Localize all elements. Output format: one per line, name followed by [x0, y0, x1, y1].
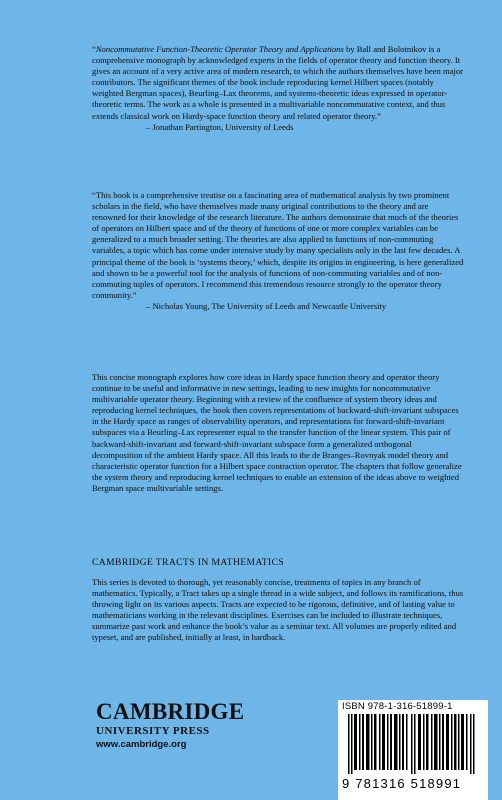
review-1-text: by Ball and Bolotnikov is a comprehensive monograph by acknowledged experts in the fields of operator theory and function theory. It gives an account of a very active area of modern research, to which the authors themselves have been major contributors. The significant themes of the book include reproducing kernel Hilbert spaces (notably weighted Bergman spaces), Beurling–Lax theorems, and systems-theoretic ideas expressed in operator-theoretic terms. The work as a whole is presented in a multivariable noncommutative context, and thus extends classical work on Hardy-space function theory and related operator theory.” [92, 44, 464, 121]
review-partington [92, 44, 464, 133]
review-2-text: “This book is a comprehensive treatise on a fascinating area of mathematical analysis by two prominent scholars in the field, who have themselves made many original contributions to the theory and are renowned for their knowledge of the research literature. The authors demonstrate that much of the theories of operators on Hilbert space and of the theory of functions of one or more complex variables can be generalized to a much broader setting. The theories are also applied to functions of non-commuting variables, a topic which has come under intensive study by many specialists only in the last few decades. A principal theme of the book is ‘systems theory,’ which, despite its origins in engineering, is here generalized and shown to be a powerful tool for the analysis of functions of non-commuting variables and of non-commuting tuples of operators. I recommend this tremendous resource strongly to the operator theory community.” [92, 190, 464, 300]
open-quote: “ [92, 44, 96, 54]
series-heading: CAMBRIDGE TRACTS IN MATHEMATICS [92, 557, 285, 568]
publisher-url: www.cambridge.org [96, 739, 187, 750]
series-text: This series is devoted to thorough, yet reasonably concise, treatments of topics in any branch of mathematics. Typically, a Tract takes up a single thread in a wide subject, and follows its ramifications, thus throwing light on its various aspects. Tracts are expected to be rigorous, definitive, and of lasting value to mathematicians working in the relevant disciplines. Exercises can be included to illustrate techniques, summarize past work and enhance the book’s value as a seminar text. All volumes are properly edited and typeset, and are published, initially at least, in hardback. [92, 577, 464, 643]
publisher-subtitle: UNIVERSITY PRESS [96, 725, 210, 737]
isbn-label: ISBN 978-1-316-51899-1 [342, 701, 453, 712]
review-1-attribution: – Jonathan Partington, University of Leeds [146, 121, 294, 132]
series-description [92, 577, 464, 644]
review-young [92, 190, 464, 312]
review-2-attribution: – Nicholas Young, The University of Leeds and Newcastle University [146, 300, 387, 311]
barcode-bars [348, 714, 478, 774]
publisher-logo [96, 700, 266, 752]
review-1-paragraph [92, 44, 464, 122]
publisher-name: CAMBRIDGE [96, 699, 245, 724]
barcode-digits: 9 781316 518991 [342, 776, 462, 791]
description-text: This concise monograph explores how core ideas in Hardy space function theory and operator theory continue to be useful and informative in new settings, leading to new insights for noncommutative multivariable operator theory. Beginning with a review of the confluence of system theory ideas and reproducing kernel techniques, the book then covers representations of backward-shift-invariant subspaces in the Hardy space as ranges of observability operators, and representations for forward-shift-invariant subspaces via a Beurling–Lax representer equal to the transfer function of the linear system. This pair of backward-shift-invariant and forward-shift-invariant subspace form a generalized orthogonal decomposition of the ambient Hardy space. All this leads to the de Branges–Rovnyak model theory and characteristic operator function for a Hilbert space contraction operator. The chapters that follow generalize the system theory and reproducing kernel techniques to enable an extension of the ideas above to weighted Bergman space multivariable settings. [92, 372, 462, 493]
book-title: Noncommutative Function-Theoretic Operator Theory and Applications [95, 44, 344, 54]
book-description [92, 372, 464, 494]
